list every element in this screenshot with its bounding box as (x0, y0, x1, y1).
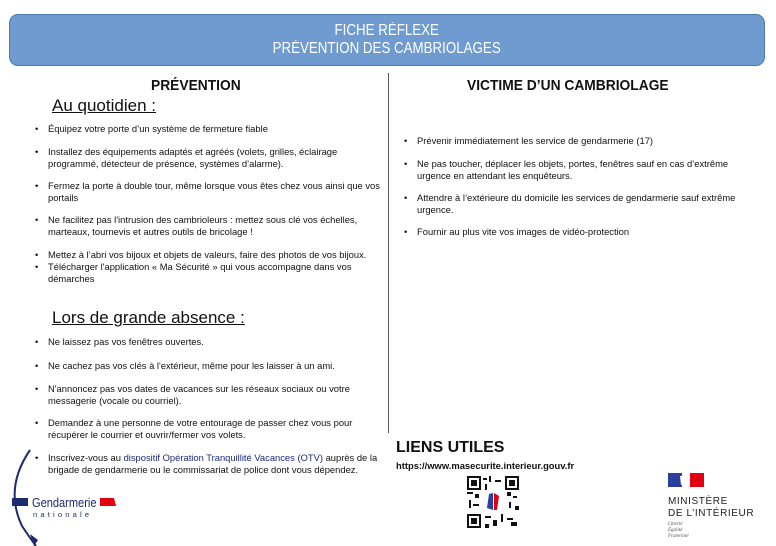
list-item: • N'annoncez pas vos dates de vacances sur les réseaux sociaux ou votre messagerie (vocale ou courriel). (35, 383, 380, 407)
daily-subheading: Au quotidien : (52, 96, 156, 115)
ministry-name-line2: DE L’INTÉRIEUR (668, 508, 755, 519)
prevention-heading: PRÉVENTION (151, 77, 241, 94)
otv-text-after: auprès de la brigade de gendarmerie ou le commissariat de police dont vous dépendez. (48, 452, 378, 475)
list-item: • Fournir au plus vite vos images de vidéo-protection (404, 226, 744, 238)
ministry-name-line1: MINISTÈRE (668, 496, 728, 507)
useful-link-url[interactable]: https://www.masecurite.interieur.gouv.fr (396, 460, 575, 471)
list-item: • Ne laissez pas vos fenêtres ouvertes. (35, 336, 380, 348)
ministry-name (668, 496, 754, 520)
qr-code-image[interactable] (467, 476, 519, 528)
column-divider (388, 73, 389, 433)
list-item: • Télécharger l'application « Ma Sécurité » qui vous accompagne dans vos démarches (35, 261, 380, 285)
marianne-flag-icon (668, 473, 704, 487)
motto-fraternite: Fraternité (668, 534, 689, 539)
motto-liberte: Liberté (668, 522, 683, 527)
motto-egalite: Égalité (668, 528, 683, 533)
list-item: • Équipez votre porte d’un système de fermeture fiable (35, 123, 380, 135)
victim-heading: VICTIME D’UN CAMBRIOLAGE (467, 77, 669, 94)
list-item: • Prévenir immédiatement les service de gendarmerie (17) (404, 135, 744, 147)
banner-title-line2: PRÉVENTION DES CAMBRIOLAGES (272, 40, 502, 57)
otv-text-before: Inscrivez-vous au (48, 452, 124, 463)
gendarmerie-subtitle: nationale (33, 510, 93, 519)
absence-subheading: Lors de grande absence : (52, 308, 245, 327)
ministry-motto (668, 522, 754, 540)
list-item: • Attendre à l’extérieure du domicile les services de gendarmerie sauf extrême urgence. (404, 192, 744, 216)
victim-list (404, 135, 744, 238)
daily-list (35, 123, 380, 285)
list-item: • Fermez la porte à double tour, même lorsque vous êtes chez vous ainsi que vos portails (35, 180, 380, 204)
list-item: • Demandez à une personne de votre entourage de passer chez vous pour récupérer le courrier et ouvrir/fermer vos volets. (35, 417, 380, 441)
title-banner (9, 14, 765, 66)
ministry-logo (668, 473, 754, 540)
banner-title-line1: FICHE RÉFLEXE (334, 22, 440, 39)
list-item: • Ne facilitez pas l'intrusion des cambrioleurs : mettez sous clé vos échelles, marteaux, tournevis et autres outils de bricolage ! (35, 214, 380, 238)
list-item: • Ne cachez pas vos clés à l'extérieur, même pour les laisser à un ami. (35, 360, 380, 372)
gendarmerie-name: Gendarmerie (32, 495, 97, 510)
list-item: • Mettez à l’abri vos bijoux et objets de valeurs, faire des photos de vos bijoux. (35, 249, 380, 261)
list-item: • Installez des équipements adaptés et agréés (volets, grilles, éclairage programmé, détecteur de présence, systèmes d’alarme). (35, 146, 380, 170)
gendarmerie-logo (8, 448, 128, 546)
otv-link[interactable]: dispositif Opération Tranquillité Vacances (OTV) (123, 452, 323, 463)
list-item: • Ne pas toucher, déplacer les objets, portes, fenêtres sauf en cas d’extrême urgence en attendant les enquêteurs. (404, 158, 744, 182)
useful-links-heading: LIENS UTILES (396, 439, 505, 456)
